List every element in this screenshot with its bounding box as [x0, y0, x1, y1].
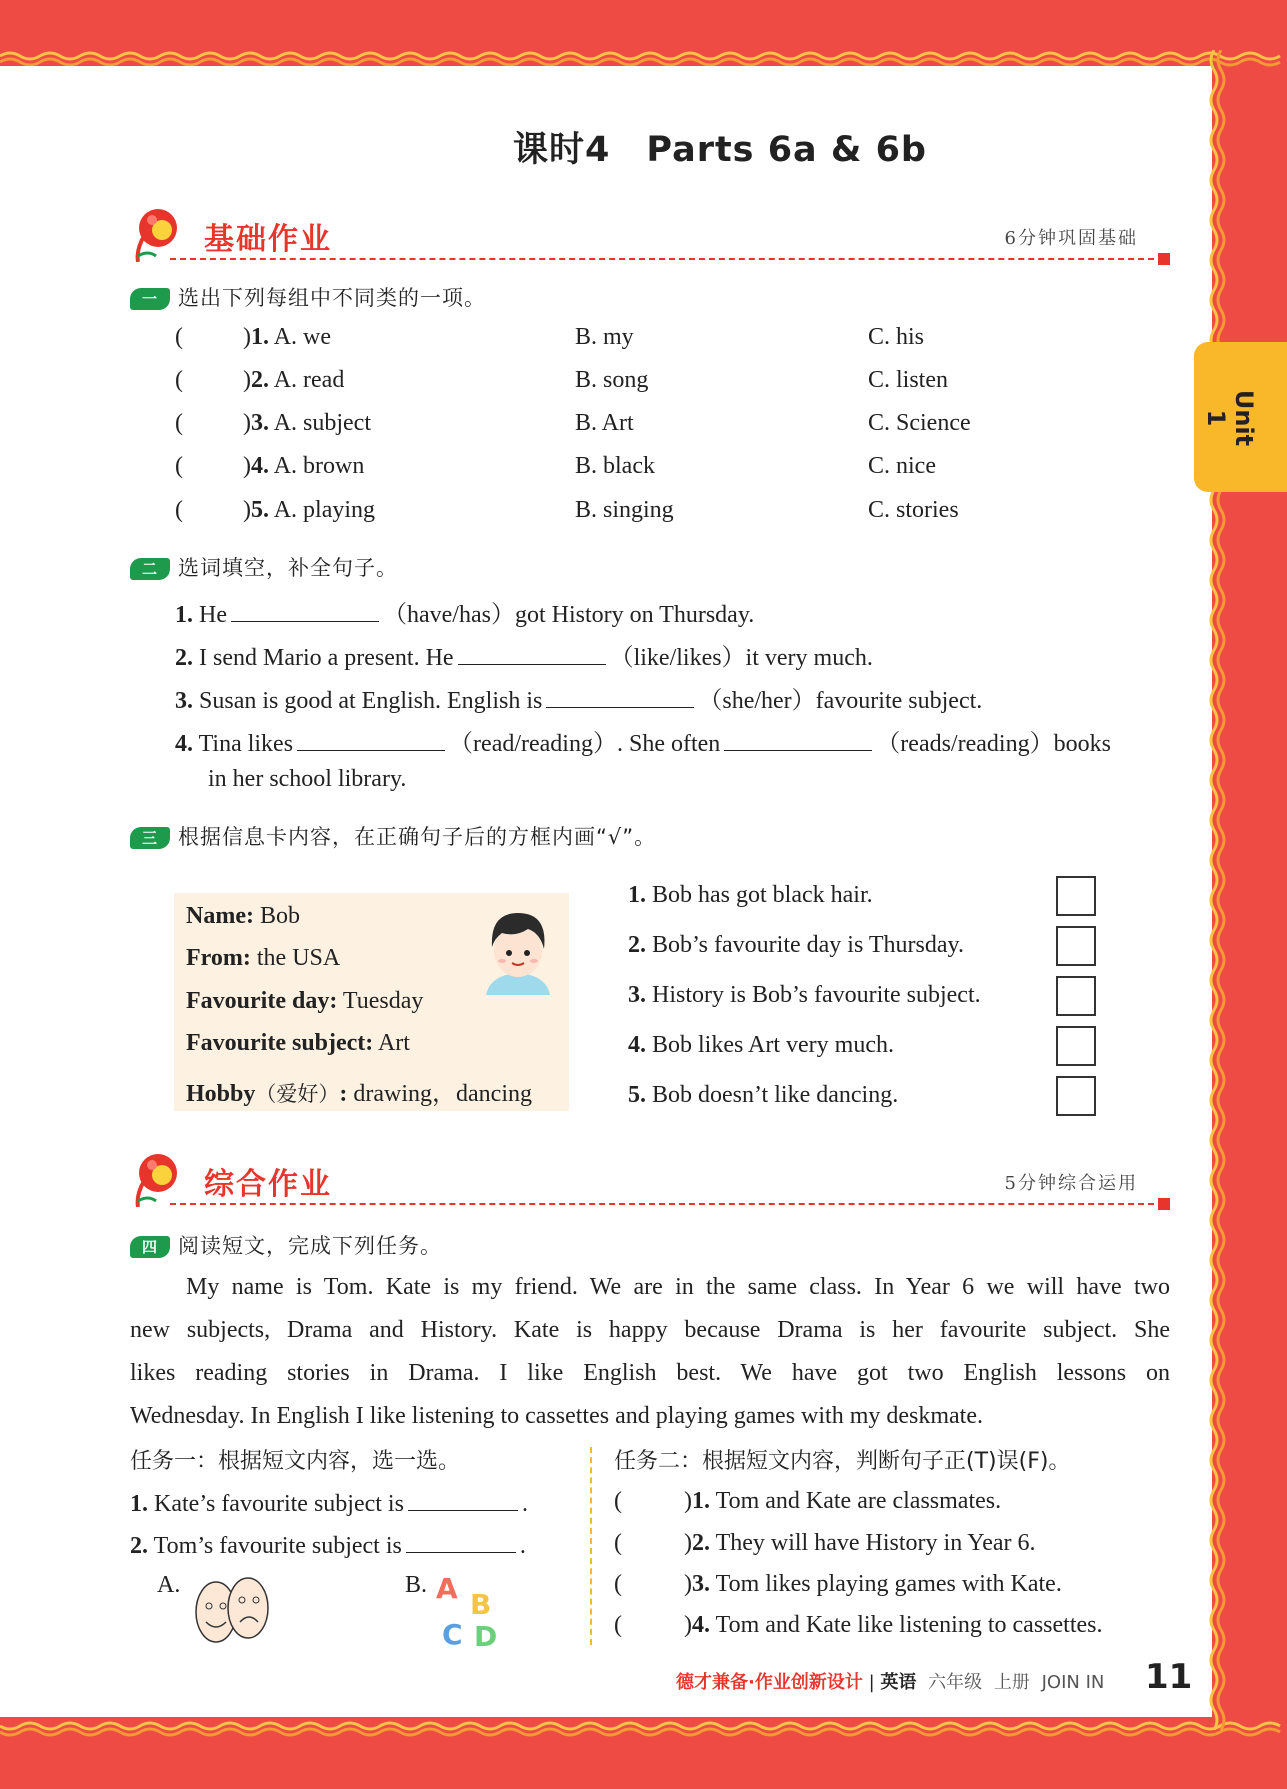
q2-hint: （reads/reading）books: [876, 731, 1111, 757]
q1-item: ( )5. A. playing: [175, 497, 376, 523]
card-line-name: [186, 903, 300, 930]
section-header-basic: [130, 206, 1170, 266]
footer: [676, 1668, 1104, 1694]
q3-text: Bob has got black hair.: [652, 882, 873, 908]
footer-separator: |: [868, 1672, 875, 1693]
q3-number: 2.: [628, 932, 646, 958]
card-value: drawing，dancing: [347, 1081, 532, 1107]
task2-text: Tom and Kate like listening to cassettes.: [715, 1612, 1103, 1638]
letter-d: D: [474, 1620, 498, 1650]
q1-item: ( )3. A. subject: [175, 410, 371, 436]
q1-option-b: B. Art: [575, 410, 634, 436]
task2-text: They will have History in Year 6.: [715, 1530, 1036, 1556]
page-title: [0, 122, 1287, 172]
q4-number-badge: 四: [130, 1236, 170, 1258]
q3-number: 5.: [628, 1082, 646, 1108]
task2-title: 任务二：根据短文内容，判断句子正(T)误(F)。: [614, 1449, 1071, 1474]
page-number: 11: [1145, 1657, 1193, 1697]
q3-text: Bob’s favourite day is Thursday.: [652, 932, 964, 958]
task2-item: ( )3. Tom likes playing games with Kate.: [614, 1571, 1062, 1597]
drama-masks-icon: [192, 1574, 274, 1646]
card-line-hobby: [186, 1073, 532, 1108]
task1-number: 2.: [130, 1533, 148, 1559]
q2-number-badge: 二: [130, 558, 170, 580]
q1-option-c: C. stories: [868, 497, 959, 523]
right-wavy-border: [1200, 50, 1240, 1730]
q1-option-b: B. song: [575, 367, 649, 393]
task2-number: 4.: [692, 1612, 710, 1638]
passage-line: new subjects, Drama and History. Kate is happy because Drama is her favourite subject. She: [130, 1317, 1170, 1343]
q3-header: [130, 821, 656, 851]
q2-number: 3.: [175, 688, 193, 714]
q1-option-c: C. nice: [868, 453, 936, 479]
section-title-basic: 基础作业: [204, 222, 332, 257]
footer-subject: 英语: [880, 1672, 917, 1693]
footer-series: JOIN IN: [1041, 1672, 1105, 1693]
q1-instruction: 选出下列每组中不同类的一项。: [178, 286, 486, 310]
task1-item: 2. Tom’s favourite subject is .: [130, 1528, 526, 1560]
card-line-subject: [186, 1030, 410, 1057]
check-box[interactable]: [1056, 926, 1096, 966]
task1-title: 任务一：根据短文内容，选一选。: [130, 1449, 461, 1474]
flower-icon: [130, 1151, 190, 1207]
q1-item: ( )1. A. we: [175, 324, 332, 350]
q1-option-a: A. brown: [273, 453, 365, 479]
q2-header: [130, 552, 398, 582]
q1-item: ( )4. A. brown: [175, 453, 365, 479]
card-key: Favourite day:: [186, 988, 338, 1014]
q2-hint: （like/likes）it very much.: [609, 645, 873, 671]
q3-number-badge: 三: [130, 827, 170, 849]
lesson-parts: Parts 6a & 6b: [646, 130, 927, 170]
q2-sentence-3: [175, 680, 982, 715]
q2-sentence-2: [175, 637, 873, 672]
abcd-letters-icon: [434, 1570, 508, 1650]
q3-statement: [628, 882, 873, 909]
card-key: From:: [186, 945, 251, 971]
q2-text: He: [199, 602, 227, 628]
task2-item: ( )1. Tom and Kate are classmates.: [614, 1488, 1002, 1514]
lesson-number: 课时4: [513, 130, 611, 170]
unit-tab-label: Unit 1: [1202, 389, 1258, 447]
boy-avatar-icon: [480, 903, 556, 1003]
q1-item-number: 5.: [251, 497, 269, 523]
q2-hint: （have/has）got History on Thursday.: [382, 602, 755, 628]
passage-line: likes reading stories in Drama. I like English best. We have got two English lessons on: [130, 1360, 1170, 1386]
footer-brand: 德才兼备·作业创新设计: [676, 1672, 863, 1693]
q1-option-a: A. playing: [273, 497, 376, 523]
check-box[interactable]: [1056, 876, 1096, 916]
q2-text: I send Mario a present. He: [199, 645, 454, 671]
section-divider: [170, 1203, 1164, 1205]
task2-item: ( )2. They will have History in Year 6.: [614, 1530, 1036, 1556]
q3-number: 1.: [628, 882, 646, 908]
q3-number: 3.: [628, 982, 646, 1008]
card-key: Favourite subject:: [186, 1030, 374, 1056]
card-key: Hobby: [186, 1081, 256, 1107]
q2-sentence-1: [175, 594, 754, 629]
q1-number-badge: 一: [130, 288, 170, 310]
section-subtitle-basic: 6分钟巩固基础: [1004, 228, 1138, 249]
answer-blank[interactable]: [458, 640, 606, 665]
q2-sentence-4: [175, 723, 1111, 758]
q4-instruction: 阅读短文，完成下列任务。: [178, 1234, 442, 1258]
footer-grade: 六年级: [928, 1672, 983, 1693]
task2-item: ( )4. Tom and Kate like listening to cassettes.: [614, 1612, 1103, 1638]
task2-number: 1.: [692, 1488, 710, 1514]
card-key: Name:: [186, 903, 254, 929]
q3-statement: [628, 1032, 894, 1059]
q1-item: ( )2. A. read: [175, 367, 345, 393]
q2-text: Susan is good at English. English is: [199, 688, 543, 714]
task1-item: 1. Kate’s favourite subject is .: [130, 1486, 528, 1518]
card-value: Tuesday: [337, 988, 424, 1014]
q3-text: Bob doesn’t like dancing.: [652, 1082, 899, 1108]
q1-option-b: B. my: [575, 324, 634, 350]
card-line-day: [186, 988, 423, 1015]
check-box[interactable]: [1056, 1076, 1096, 1116]
q1-option-c: C. Science: [868, 410, 971, 436]
q3-instruction: 根据信息卡内容，在正确句子后的方框内画“√”。: [178, 825, 657, 849]
q1-item-number: 3.: [251, 410, 269, 436]
task2-text: Tom and Kate are classmates.: [715, 1488, 1002, 1514]
q1-option-b: B. singing: [575, 497, 674, 523]
q1-item-number: 4.: [251, 453, 269, 479]
card-value: the USA: [250, 945, 341, 971]
q3-text: Bob likes Art very much.: [652, 1032, 894, 1058]
task-divider: [590, 1447, 592, 1645]
task1-number: 1.: [130, 1491, 148, 1517]
q3-text: History is Bob’s favourite subject.: [652, 982, 981, 1008]
check-box[interactable]: [1056, 1026, 1096, 1066]
q3-statement: [628, 932, 964, 959]
q2-text: Tina likes: [198, 731, 294, 757]
passage-line: My name is Tom. Kate is my friend. We are in the same class. In Year 6 we will have two: [186, 1274, 1170, 1300]
q1-option-c: C. his: [868, 324, 925, 350]
q1-header: [130, 282, 486, 312]
bottom-wavy-border: [0, 1700, 1287, 1740]
q1-option-a: A. read: [273, 367, 345, 393]
q1-option-a: A. we: [273, 324, 332, 350]
card-value: Bob: [253, 903, 300, 929]
section-divider-end: [1158, 253, 1170, 265]
section-title-comprehensive: 综合作业: [204, 1167, 332, 1202]
q2-number: 2.: [175, 645, 193, 671]
answer-blank[interactable]: [408, 1486, 518, 1511]
q3-statement: [628, 1082, 898, 1109]
section-divider-end: [1158, 1198, 1170, 1210]
section-divider: [170, 258, 1164, 260]
q2-hint: （she/her）favourite subject.: [698, 688, 983, 714]
card-key-colon: :: [339, 1081, 348, 1107]
q1-option-a: A. subject: [273, 410, 371, 436]
answer-blank[interactable]: [406, 1528, 516, 1553]
section-header-comprehensive: [130, 1151, 1170, 1211]
q3-number: 4.: [628, 1032, 646, 1058]
q4-header: [130, 1230, 442, 1260]
letter-c: C: [442, 1618, 463, 1650]
task1-option-b-label: B.: [405, 1572, 428, 1598]
reading-passage: [130, 1266, 1170, 1438]
answer-blank[interactable]: [724, 726, 872, 751]
q1-option-b: B. black: [575, 453, 655, 479]
letter-a: A: [436, 1572, 458, 1605]
q1-item-number: 2.: [251, 367, 269, 393]
task2-number: 3.: [692, 1571, 710, 1597]
passage-line: Wednesday. In English I like listening to cassettes and playing games with my deskmate.: [130, 1403, 983, 1429]
footer-term: 上册: [993, 1672, 1030, 1693]
q2-instruction: 选词填空，补全句子。: [178, 556, 398, 580]
q2-sentence-4-continued: in her school library.: [208, 766, 407, 792]
task2-text: Tom likes playing games with Kate.: [715, 1571, 1062, 1597]
q1-item-number: 1.: [251, 324, 269, 350]
answer-blank[interactable]: [297, 726, 445, 751]
q1-option-c: C. listen: [868, 367, 949, 393]
q3-statement: [628, 982, 981, 1009]
card-key-chinese: （爱好）: [255, 1082, 340, 1106]
q2-number: 1.: [175, 602, 193, 628]
flower-icon: [130, 206, 190, 262]
task1-option-a-label: A.: [157, 1572, 181, 1598]
q2-hint: （read/reading）. She often: [449, 731, 721, 757]
answer-blank[interactable]: [546, 683, 694, 708]
q2-number: 4.: [175, 731, 193, 757]
answer-blank[interactable]: [231, 597, 379, 622]
card-value: Art: [373, 1030, 410, 1056]
task1-text: Tom’s favourite subject is: [153, 1533, 402, 1559]
section-subtitle-comprehensive: 5分钟综合运用: [1004, 1173, 1138, 1194]
check-box[interactable]: [1056, 976, 1096, 1016]
letter-b: B: [470, 1588, 492, 1621]
task1-text: Kate’s favourite subject is: [154, 1491, 404, 1517]
task2-number: 2.: [692, 1530, 710, 1556]
info-card: [174, 893, 569, 1111]
card-line-from: [186, 945, 340, 972]
